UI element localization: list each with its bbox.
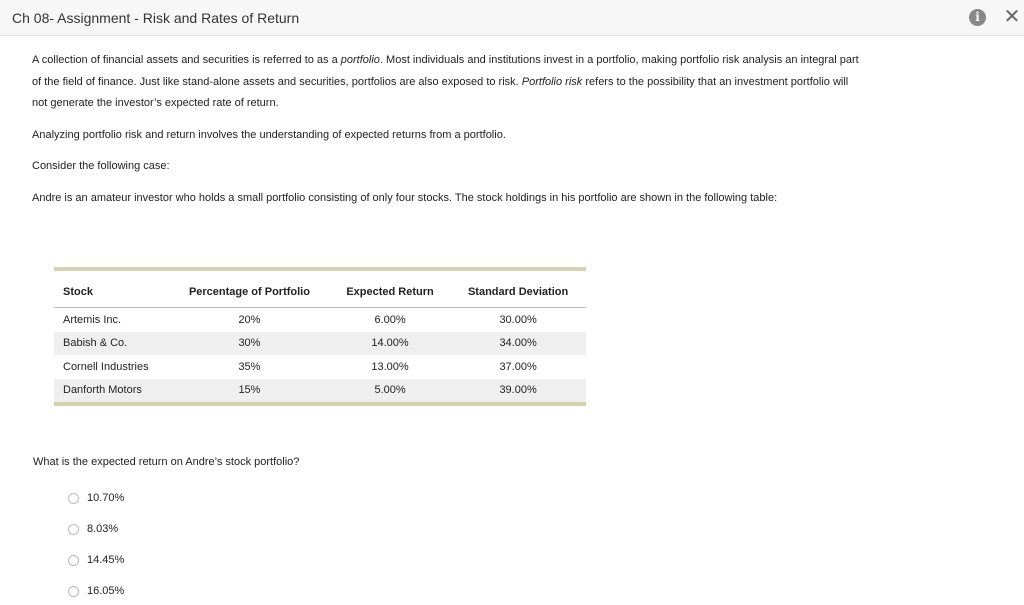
cell-expected-return: 6.00% bbox=[374, 313, 406, 326]
radio-button[interactable] bbox=[68, 524, 79, 535]
cell-std-dev: 30.00% bbox=[499, 313, 537, 326]
table-row bbox=[54, 355, 586, 379]
radio-button[interactable] bbox=[68, 493, 79, 504]
case-paragraph: Andre is an amateur investor who holds a small portfolio consisting of only four stocks. The stock holdings in his portfolio are shown in the following table: bbox=[32, 191, 778, 204]
option-label[interactable]: 16.05% bbox=[87, 585, 125, 597]
info-icon[interactable]: i bbox=[969, 9, 986, 26]
radio-button[interactable] bbox=[68, 555, 79, 566]
table-header-row bbox=[54, 271, 586, 308]
cell-std-dev: 37.00% bbox=[499, 360, 537, 373]
assignment-title: Ch 08- Assignment - Risk and Rates of Return bbox=[12, 10, 300, 26]
table-row bbox=[54, 332, 586, 356]
table-row bbox=[54, 308, 586, 332]
term-portfolio-risk: Portfolio risk bbox=[521, 75, 583, 88]
cell-expected-return: 13.00% bbox=[371, 360, 409, 373]
analysis-paragraph: Analyzing portfolio risk and return involves the understanding of expected returns from a portfolio. bbox=[32, 128, 506, 141]
cell-percentage: 15% bbox=[169, 379, 330, 403]
cell-expected-return: 5.00% bbox=[330, 379, 450, 403]
cell-stock: Babish & Co. bbox=[54, 332, 169, 356]
close-icon[interactable]: ✕ bbox=[1003, 6, 1021, 28]
cell-std-dev: 39.00% bbox=[450, 379, 586, 403]
cell-stock: Cornell Industries bbox=[63, 360, 149, 373]
option-label[interactable]: 14.45% bbox=[87, 554, 125, 566]
cell-percentage: 35% bbox=[238, 360, 261, 373]
header-stock: Stock bbox=[54, 271, 169, 308]
cell-stock: Artemis Inc. bbox=[63, 313, 122, 326]
header-expected-return: Expected Return bbox=[330, 271, 450, 308]
consider-paragraph: Consider the following case: bbox=[32, 160, 170, 172]
cell-expected-return: 14.00% bbox=[330, 332, 450, 356]
portfolio-table bbox=[54, 267, 586, 406]
intro-paragraph: A collection of financial assets and securities is referred to as a portfolio. Most individuals and institutions invest in a portfolio, making portfolio risk analysis an integral part of the field of finance. Just like stand-alone assets and securities, portfolios are also exposed to risk. Portfolio risk refers to the possibility that an investment portfolio will not generate the investor’s expected rate of return. bbox=[32, 54, 859, 109]
question-text: What is the expected return on Andre’s stock portfolio? bbox=[33, 456, 300, 468]
cell-std-dev: 34.00% bbox=[450, 332, 586, 356]
cell-percentage: 20% bbox=[238, 313, 261, 326]
radio-button[interactable] bbox=[68, 586, 79, 597]
option-label[interactable]: 10.70% bbox=[87, 492, 125, 504]
table-row bbox=[54, 379, 586, 403]
cell-percentage: 30% bbox=[169, 332, 330, 356]
term-portfolio: portfolio bbox=[340, 54, 380, 66]
option-label[interactable]: 8.03% bbox=[87, 523, 119, 535]
title-bar bbox=[0, 0, 1024, 36]
header-std-dev: Standard Deviation bbox=[450, 271, 586, 308]
header-percentage: Percentage of Portfolio bbox=[169, 271, 330, 308]
case-content bbox=[32, 50, 862, 219]
cell-stock: Danforth Motors bbox=[54, 379, 169, 403]
